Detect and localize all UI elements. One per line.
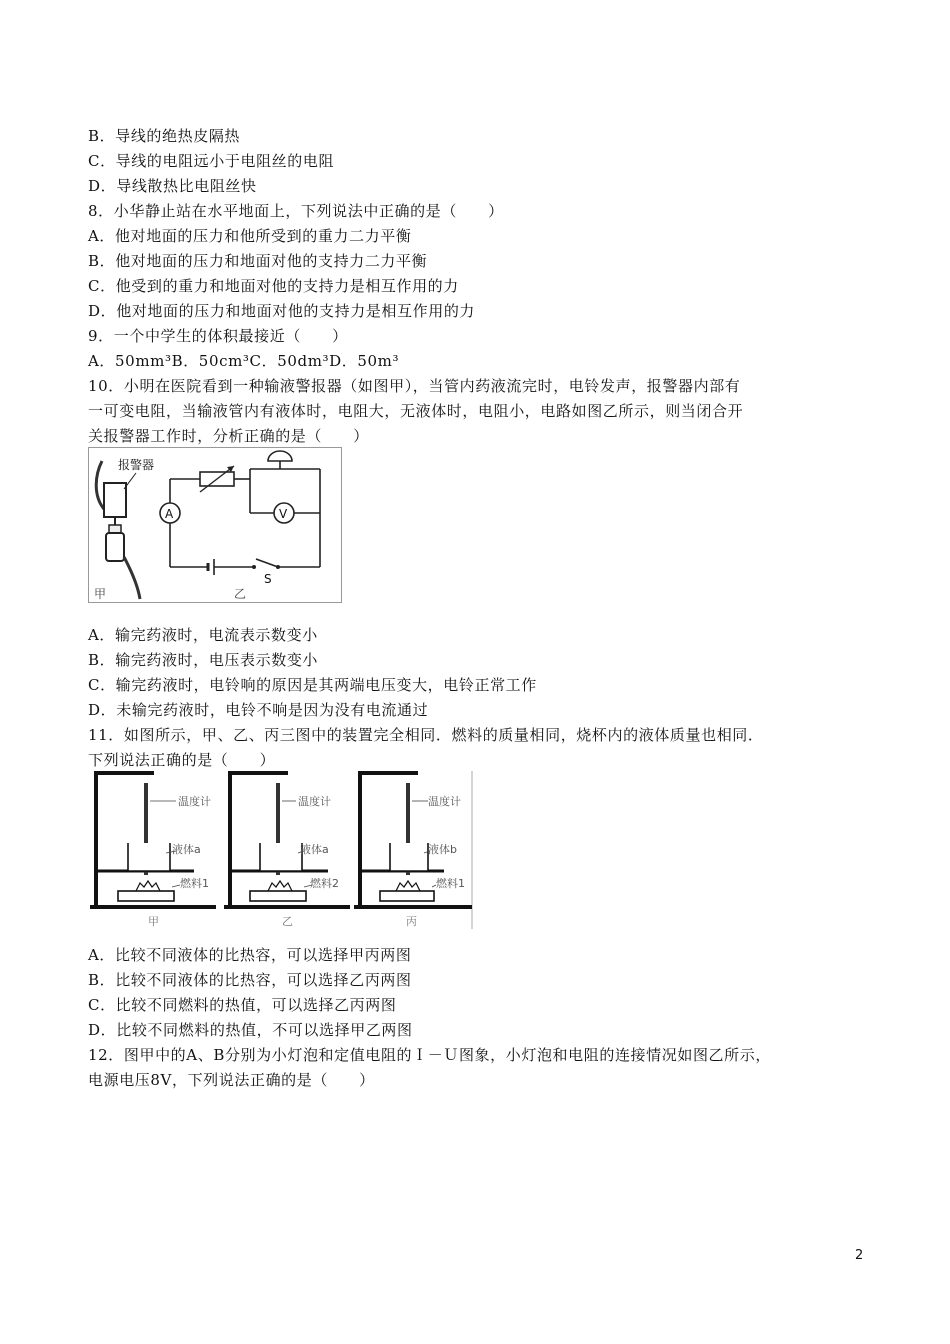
page-number: 2 [855,1248,864,1263]
question-11-line2: 下列说法正确的是（ ） [88,751,276,769]
question-10-line3: 关报警器工作时，分析正确的是（ ） [88,427,369,445]
thermometer-label-jia: 温度计 [178,795,211,808]
thermometer-label-bing: 温度计 [428,795,461,808]
option-8d: D．他对地面的压力和地面对他的支持力是相互作用的力 [88,302,476,320]
setup-bing [354,773,472,928]
setup-jia [90,773,216,928]
question-12-line2: 电源电压8V，下列说法正确的是（ ） [88,1071,375,1089]
alarm-device [104,483,126,517]
caption-jia: 甲 [148,915,159,928]
fuel-label-jia: 燃料1 [180,877,209,890]
label-jia: 甲 [94,587,107,601]
liquid-label-jia: 液体a [172,843,201,856]
option-11c: C．比较不同燃料的热值，可以选择乙丙两图 [88,996,397,1014]
switch-label: S [264,572,272,586]
question-9: 9．一个中学生的体积最接近（ ） [88,327,348,345]
label-yi: 乙 [234,587,247,601]
option-8a: A．他对地面的压力和他所受到的重力二力平衡 [88,227,412,245]
option-11d: D．比较不同燃料的热值，不可以选择甲乙两图 [88,1021,413,1039]
option-11a: A．比较不同液体的比热容，可以选择甲丙两图 [88,946,412,964]
liquid-label-yi: 液体a [300,843,329,856]
option-11b: B．比较不同液体的比热容，可以选择乙丙两图 [88,971,412,989]
question-10-line2: 一可变电阻，当输液管内有液体时，电阻大，无液体时，电阻小，电路如图乙所示，则当闭合开 [88,402,744,420]
option-7b: B．导线的绝热皮隔热 [88,127,241,145]
thermometer-label-yi: 温度计 [298,795,331,808]
option-10a: A．输完药液时，电流表示数变小 [88,626,318,644]
question-11-line1: 11．如图所示，甲、乙、丙三图中的装置完全相同．燃料的质量相同，烧杯内的液体质量也相同． [88,726,764,744]
question-8: 8．小华静止站在水平地面上，下列说法中正确的是（ ） [88,202,504,220]
alarm-label: 报警器 [118,458,155,472]
option-8c: C．他受到的重力和地面对他的支持力是相互作用的力 [88,277,459,295]
setup-yi [224,773,350,928]
ammeter-label: A [165,507,174,521]
option-10d: D．未输完药液时，电铃不响是因为没有电流通过 [88,701,429,719]
caption-bing: 丙 [406,915,417,928]
option-8b: B．他对地面的压力和地面对他的支持力二力平衡 [88,252,428,270]
caption-yi: 乙 [282,915,293,928]
figure-heating-setups [88,771,474,929]
option-7d: D．导线散热比电阻丝快 [88,177,257,195]
options-9: A．50mm³B．50cm³C．50dm³D．50m³ [88,352,400,370]
question-12-line1: 12．图甲中的A、B分别为小灯泡和定值电阻的Ｉ－Ｕ图象，小灯泡和电阻的连接情况如图乙所示， [88,1046,771,1064]
option-10b: B．输完药液时，电压表示数变小 [88,651,319,669]
option-10c: C．输完药液时，电铃响的原因是其两端电压变大，电铃正常工作 [88,676,537,694]
liquid-label-bing: 液体b [428,843,457,856]
question-10-line1: 10．小明在医院看到一种输液警报器（如图甲），当管内药液流完时，电铃发声，报警器内部有 [88,377,741,395]
fuel-label-yi: 燃料2 [310,877,339,890]
fuel-label-bing: 燃料1 [436,877,465,890]
voltmeter-label: V [279,507,288,521]
option-7c: C．导线的电阻远小于电阻丝的电阻 [88,152,335,170]
figure-infusion-alarm-circuit [88,447,342,603]
